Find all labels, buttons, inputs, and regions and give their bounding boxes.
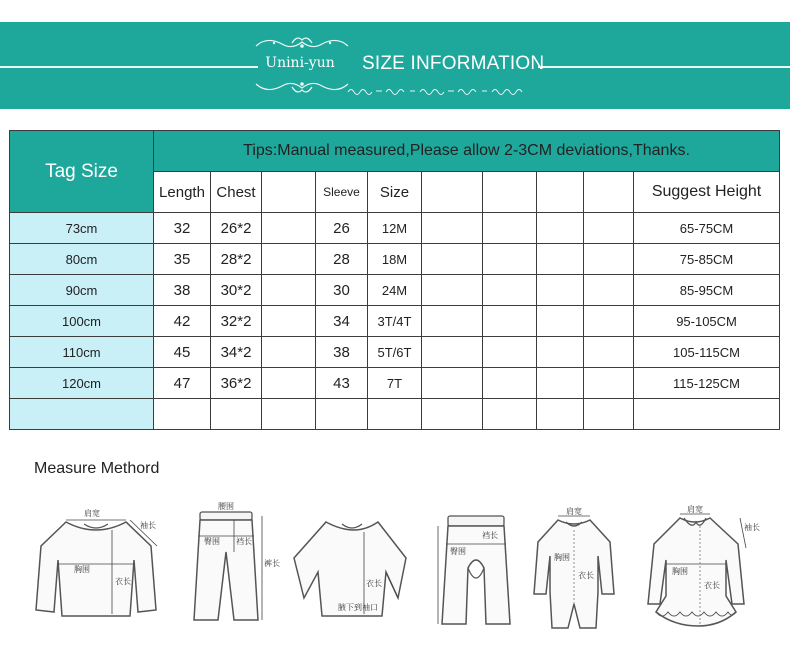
chest-cell: 32*2	[211, 306, 262, 337]
empty-cell	[262, 275, 316, 306]
empty-cell	[262, 337, 316, 368]
column-header-length: Length	[154, 172, 211, 213]
empty-cell	[483, 368, 537, 399]
chest-label: 胸围	[74, 565, 90, 574]
empty-cell	[422, 368, 483, 399]
empty-cell	[368, 399, 422, 430]
column-header-empty	[483, 172, 537, 213]
raglan-top-icon	[286, 512, 416, 622]
body-length-label: 衣长	[115, 577, 131, 586]
empty-cell	[483, 306, 537, 337]
sleeve-cell: 34	[316, 306, 368, 337]
size-cell: 3T/4T	[368, 306, 422, 337]
empty-cell	[422, 306, 483, 337]
empty-cell	[584, 244, 634, 275]
chest-cell: 36*2	[211, 368, 262, 399]
armpit-cuff-label: 腋下到袖口	[338, 603, 378, 612]
chest-cell: 30*2	[211, 275, 262, 306]
empty-cell	[316, 399, 368, 430]
garment-diagram-pants	[186, 502, 280, 632]
banner-divider-left	[0, 66, 258, 68]
length-cell: 45	[154, 337, 211, 368]
empty-cell	[262, 244, 316, 275]
empty-cell	[483, 399, 537, 430]
waist-label: 腰围	[218, 502, 234, 511]
empty-cell	[537, 399, 584, 430]
tag-size-cell: 80cm	[10, 244, 154, 275]
empty-cell	[483, 244, 537, 275]
column-header-suggest-height: Suggest Height	[634, 172, 780, 213]
table-row	[10, 275, 780, 306]
tag-size-header: Tag Size	[10, 131, 154, 213]
garment-diagram-dress	[640, 505, 760, 636]
column-header-empty	[537, 172, 584, 213]
baby-pants-icon	[432, 508, 522, 632]
length-cell: 38	[154, 275, 211, 306]
empty-cell	[262, 368, 316, 399]
garment-diagram-top	[26, 508, 166, 624]
table-row	[10, 337, 780, 368]
decorative-script-icon	[346, 86, 532, 96]
empty-cell	[537, 306, 584, 337]
size-cell: 7T	[368, 368, 422, 399]
sleeve-cell: 43	[316, 368, 368, 399]
empty-cell	[422, 399, 483, 430]
body-length-label: 衣长	[704, 581, 720, 590]
crotch-label: 裆长	[236, 537, 252, 546]
brand-name: Unini-yun	[265, 55, 335, 71]
chest-label: 胸围	[554, 553, 570, 562]
empty-cell	[584, 275, 634, 306]
empty-cell	[211, 399, 262, 430]
size-cell: 12M	[368, 213, 422, 244]
banner-divider-right	[538, 66, 790, 68]
long-sleeve-top-icon	[26, 508, 166, 620]
length-cell: 42	[154, 306, 211, 337]
banner-title: SIZE INFORMATION	[362, 53, 545, 74]
length-cell: 32	[154, 213, 211, 244]
header-banner	[0, 22, 790, 109]
garment-diagram-romper	[530, 508, 620, 640]
tag-size-cell: 73cm	[10, 213, 154, 244]
length-cell: 47	[154, 368, 211, 399]
empty-cell	[262, 213, 316, 244]
table-row	[10, 306, 780, 337]
empty-cell	[634, 399, 780, 430]
shoulder-label: 肩宽	[566, 507, 582, 516]
empty-cell	[537, 368, 584, 399]
height-cell: 65-75CM	[634, 213, 780, 244]
size-cell: 5T/6T	[368, 337, 422, 368]
body-length-label: 衣长	[578, 571, 594, 580]
column-header-chest: Chest	[211, 172, 262, 213]
chest-cell: 26*2	[211, 213, 262, 244]
sleeve-length-label: 袖长	[140, 521, 156, 530]
body-length-label: 衣长	[366, 579, 382, 588]
table-header-row-1	[10, 131, 780, 172]
pants-icon	[186, 502, 280, 628]
column-header-empty	[422, 172, 483, 213]
garment-diagram-raglan	[286, 512, 416, 626]
length-cell: 35	[154, 244, 211, 275]
empty-cell	[584, 306, 634, 337]
table-row	[10, 244, 780, 275]
height-cell: 75-85CM	[634, 244, 780, 275]
column-header-empty	[262, 172, 316, 213]
crotch-label: 裆长	[482, 531, 498, 540]
height-cell: 105-115CM	[634, 337, 780, 368]
shoulder-label: 肩宽	[84, 509, 100, 518]
tag-size-cell: 90cm	[10, 275, 154, 306]
sleeve-length-label: 袖长	[744, 523, 760, 532]
empty-cell	[537, 213, 584, 244]
column-header-sleeve: Sleeve	[316, 172, 368, 213]
empty-cell	[422, 244, 483, 275]
sleeve-cell: 28	[316, 244, 368, 275]
empty-cell	[262, 306, 316, 337]
empty-cell	[154, 399, 211, 430]
height-cell: 85-95CM	[634, 275, 780, 306]
size-table	[9, 130, 780, 430]
tag-size-cell: 110cm	[10, 337, 154, 368]
empty-cell	[422, 337, 483, 368]
tag-size-cell: 100cm	[10, 306, 154, 337]
empty-cell	[537, 337, 584, 368]
empty-cell	[422, 213, 483, 244]
shoulder-label: 肩宽	[687, 505, 703, 514]
height-cell: 115-125CM	[634, 368, 780, 399]
table-row-empty	[10, 399, 780, 430]
empty-cell	[483, 213, 537, 244]
hip-label: 臀围	[204, 537, 220, 546]
column-header-empty	[584, 172, 634, 213]
sleeve-cell: 38	[316, 337, 368, 368]
table-row	[10, 213, 780, 244]
size-cell: 18M	[368, 244, 422, 275]
chest-cell: 28*2	[211, 244, 262, 275]
empty-cell	[584, 337, 634, 368]
empty-cell	[483, 337, 537, 368]
empty-cell	[422, 275, 483, 306]
ornament-top-icon	[252, 34, 352, 54]
dress-icon	[640, 505, 760, 632]
table-row	[10, 368, 780, 399]
tag-size-cell: 120cm	[10, 368, 154, 399]
chest-label: 胸围	[672, 567, 688, 576]
empty-cell	[483, 275, 537, 306]
tips-note: Tips:Manual measured,Please allow 2-3CM deviations,Thanks.	[154, 131, 780, 172]
height-cell: 95-105CM	[634, 306, 780, 337]
romper-icon	[530, 508, 620, 636]
sleeve-cell: 26	[316, 213, 368, 244]
sleeve-cell: 30	[316, 275, 368, 306]
empty-cell	[537, 275, 584, 306]
measure-method-title: Measure Methord	[34, 460, 160, 477]
hip-label: 臀围	[450, 547, 466, 556]
size-cell: 24M	[368, 275, 422, 306]
pants-length-label: 裤长	[264, 559, 280, 568]
empty-cell	[537, 244, 584, 275]
column-header-size: Size	[368, 172, 422, 213]
empty-cell	[584, 399, 634, 430]
ornament-bottom-icon	[252, 76, 352, 96]
garment-diagram-shorts	[432, 508, 522, 636]
empty-cell	[262, 399, 316, 430]
chest-cell: 34*2	[211, 337, 262, 368]
empty-cell	[584, 368, 634, 399]
tag-size-cell	[10, 399, 154, 430]
empty-cell	[584, 213, 634, 244]
